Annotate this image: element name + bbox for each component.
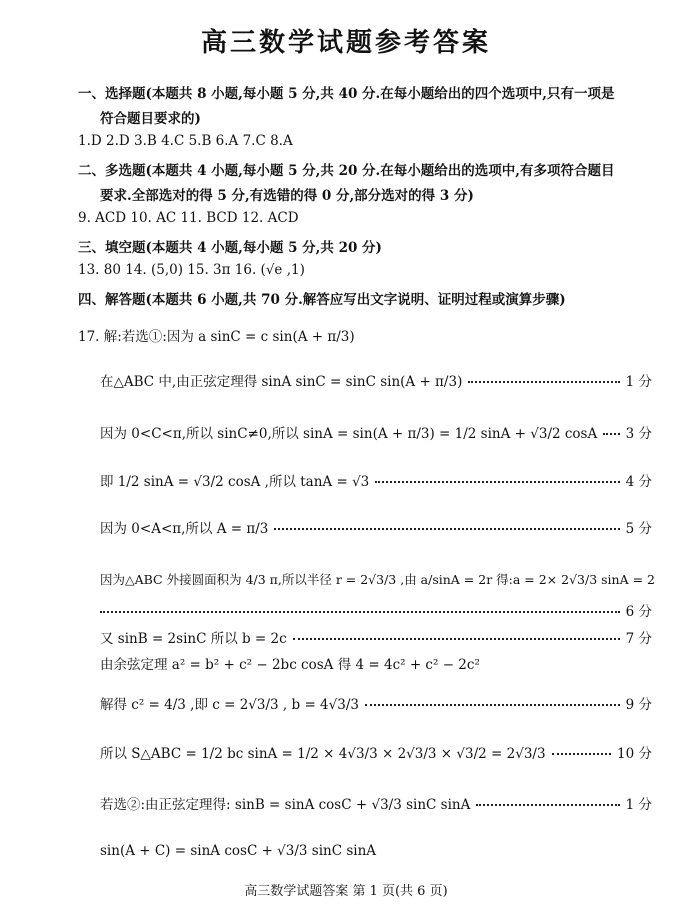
leader-dots [375,481,619,483]
step-score: 3 分 [625,426,652,442]
step-score: 1 分 [625,797,652,813]
problem-17-intro: 17. 解:若选①:因为 a sinC = c sin(A + π/3) [78,329,355,345]
step-text: 所以 S△ABC = 1/2 bc sinA = 1/2 × 4√3/3 × 2√3/3 × √3/2 = 2√3/3 [100,746,546,762]
solution-step [100,370,652,390]
step-text: 因为 0<C<π,所以 sinC≠0,所以 sinA = sin(A + π/3) = 1/2 sinA + √3/2 cosA [100,426,598,442]
solution-step [100,627,652,647]
solution-step [100,742,652,762]
solution-step-text: 由余弦定理 a² = b² + c² − 2bc cosA 得 4 = 4c² + c² − 2c² [100,657,480,673]
section-1-heading: 一、选择题(本题共 8 小题,每小题 5 分,共 40 分.在每小题给出的四个选项中,只有一项是 [78,86,615,102]
section-2-heading: 二、多选题(本题共 4 小题,每小题 5 分,共 20 分.在每小题给出的选项中,有多项符合题目 [78,163,615,179]
section-3-heading: 三、填空题(本题共 4 小题,每小题 5 分,共 20 分) [78,240,382,256]
step-text: 即 1/2 sinA = √3/2 cosA ,所以 tanA = √3 [100,474,370,490]
leader-dots [100,611,620,613]
solution-step [100,693,652,713]
step-score: 5 分 [625,521,652,537]
step-text: 在△ABC 中,由正弦定理得 sinA sinC = sinC sin(A + π/3) [100,374,463,390]
step-text: 因为 0<A<π,所以 A = π/3 [100,521,269,537]
solution-step-text: 因为△ABC 外接圆面积为 4/3 π,所以半径 r = 2√3/3 ,由 a/sinA = 2r 得:a = 2× 2√3/3 sinA = 2 [100,572,656,587]
section-2-answers: 9. ACD 10. AC 11. BCD 12. ACD [78,210,299,226]
section-3-answers: 13. 80 14. (5,0) 15. 3π 16. (√e ,1) [78,262,305,278]
step-score: 9 分 [625,697,652,713]
section-1-answers: 1.D 2.D 3.B 4.C 5.B 6.A 7.C 8.A [78,133,293,149]
solution-step-dots [100,600,652,620]
step-score: 1 分 [625,374,652,390]
leader-dots [365,704,620,706]
step-score: 10 分 [617,746,652,762]
section-1-heading-cont: 符合题目要求的) [100,111,201,127]
step-text: 若选②:由正弦定理得: sinB = sinA cosC + √3/3 sinC sinA [100,797,471,813]
page-footer: 高三数学试题答案 第 1 页(共 6 页) [244,884,448,899]
solution-step [100,422,652,442]
leader-dots [274,528,619,530]
leader-dots [552,753,611,755]
step-score: 4 分 [625,474,652,490]
solution-step-text: sin(A + C) = sinA cosC + √3/3 sinC sinA [100,843,377,859]
page-title: 高三数学试题参考答案 [200,28,491,58]
section-2-heading-cont: 要求.全部选对的得 5 分,有选错的得 0 分,部分选对的得 3 分) [100,188,474,204]
leader-dots [293,638,620,640]
solution-step [100,470,652,490]
leader-dots [476,804,619,806]
leader-dots [468,381,619,383]
solution-step [100,517,652,537]
step-score: 7 分 [625,631,652,647]
leader-dots [603,433,619,435]
step-text: 又 sinB = 2sinC 所以 b = 2c [100,631,287,647]
section-4-heading: 四、解答题(本题共 6 小题,共 70 分.解答应写出文字说明、证明过程或演算步骤) [78,292,566,308]
step-text: 解得 c² = 4/3 ,即 c = 2√3/3 , b = 4√3/3 [100,697,359,713]
solution-step [100,793,652,813]
step-score: 6 分 [625,604,652,620]
